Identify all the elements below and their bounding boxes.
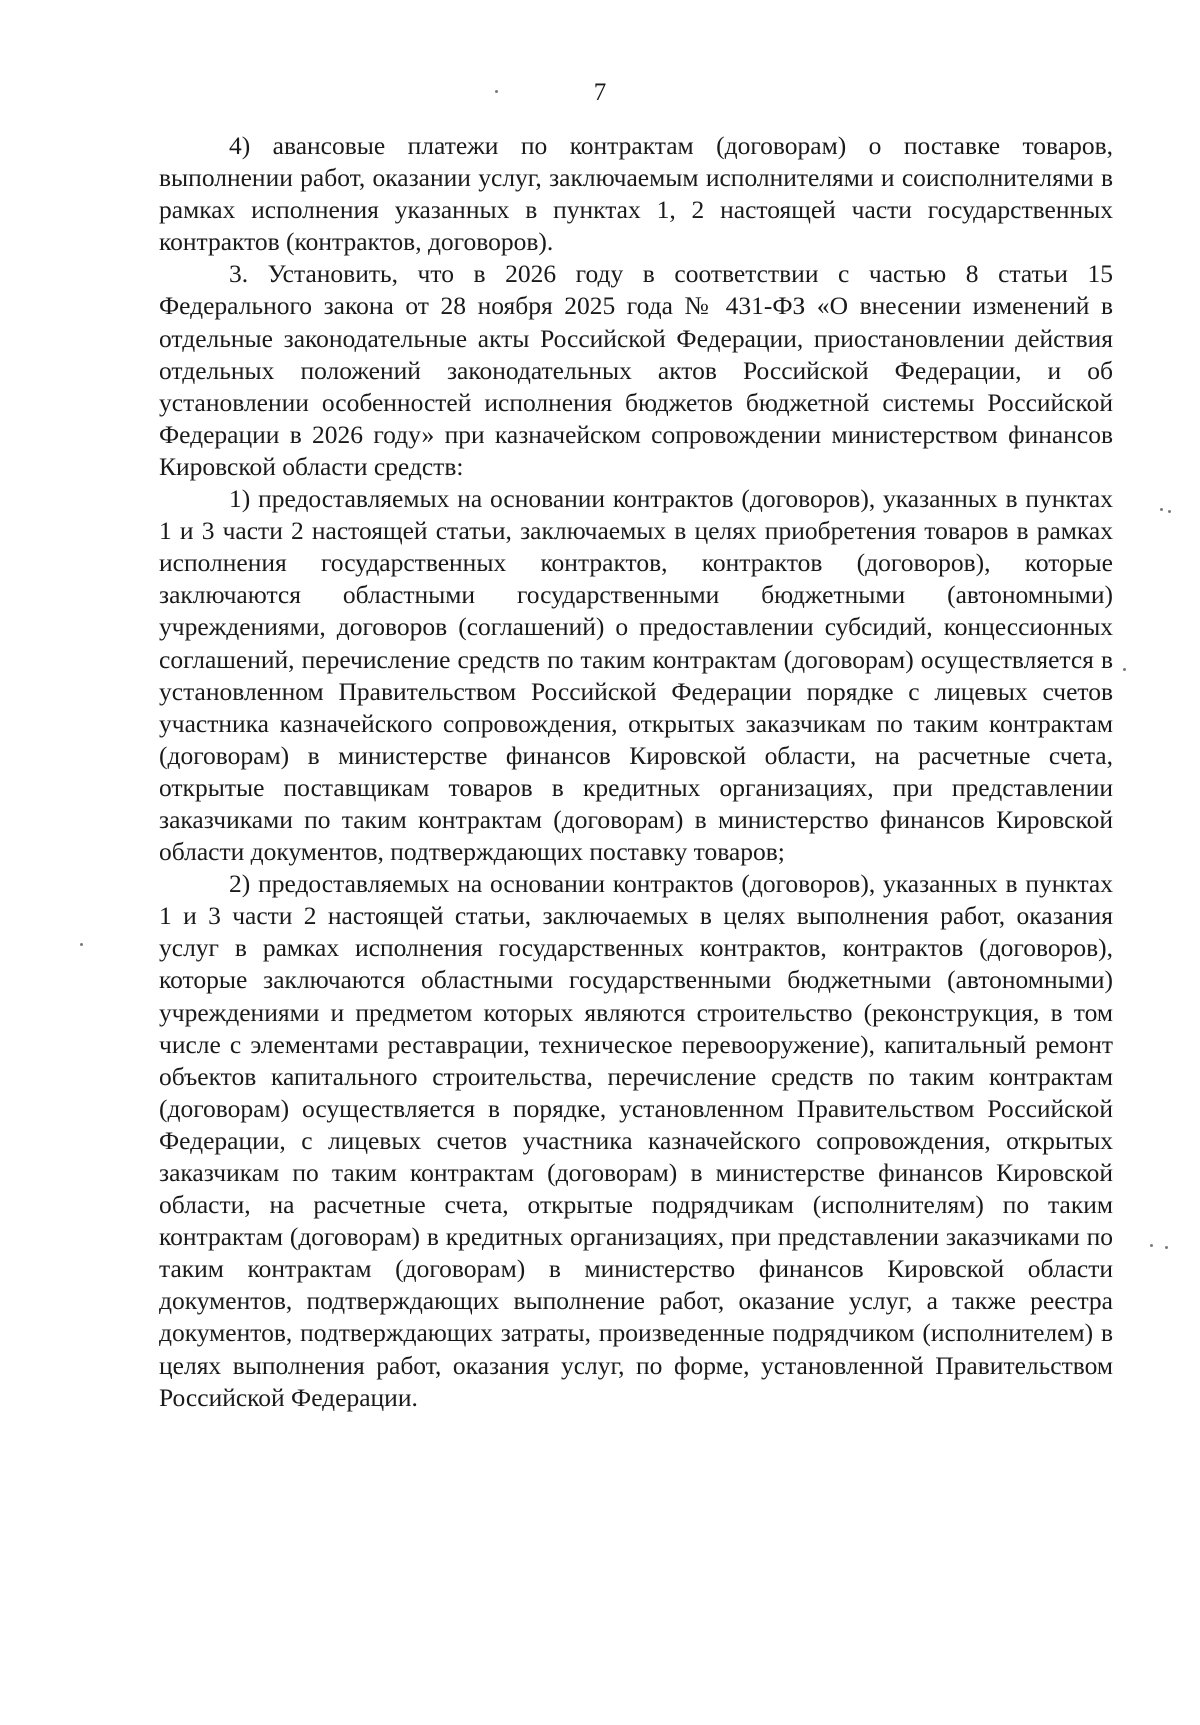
scan-speck	[495, 90, 498, 93]
scan-speck	[1168, 510, 1171, 513]
scan-speck	[1160, 508, 1163, 511]
scan-speck	[80, 943, 83, 946]
scan-speck	[1150, 1244, 1153, 1247]
page-number: 7	[593, 79, 607, 106]
paragraph-item-4: 4) авансовые платежи по контрактам (договорам) о поставке товаров, выполнении работ, оказании услуг, заключаемым исполнителями и соисполнителями в рамках исполнения указанных в пунктах 1, 2 настоящей части государственных контрактов (контрактов, договоров).	[159, 131, 1113, 257]
paragraph-section-3: 3. Установить, что в 2026 году в соответствии с частью 8 статьи 15 Федерального закона от 28 ноября 2025 года № 431-ФЗ «О внесении изменений в отдельные законодательные акты Российской Федерации, приостановлении действия отдельных положений законодательных актов Российской Федерации, и об установлении особенностей исполнения бюджетов бюджетной системы Российской Федерации в 2026 году» при казначейском сопровождении министерством финансов Кировской области средств:	[159, 259, 1113, 481]
document-body	[159, 130, 1113, 1414]
paragraph-item-1: 1) предоставляемых на основании контрактов (договоров), указанных в пунктах 1 и 3 части 2 настоящей статьи, заключаемых в целях приобретения товаров в рамках исполнения государственных контрактов, контрактов (договоров), которые заключаются областными государственными бюджетными (автономными) учреждениями, договоров (соглашений) о предоставлении субсидий, концессионных соглашений, перечисление средств по таким контрактам (договорам) осуществляется в установленном Правительством Российской Федерации порядке с лицевых счетов участника казначейского сопровождения, открытых заказчикам по таким контрактам (договорам) в министерстве финансов Кировской области, на расчетные счета, открытые поставщикам товаров в кредитных организациях, при представлении заказчиками по таким контрактам (договорам) в министерство финансов Кировской области документов, подтверждающих поставку товаров;	[159, 484, 1113, 867]
scan-speck	[1123, 668, 1126, 671]
paragraph-item-2: 2) предоставляемых на основании контрактов (договоров), указанных в пунктах 1 и 3 части 2 настоящей статьи, заключаемых в целях выполнения работ, оказания услуг в рамках исполнения государственных контрактов, контрактов (договоров), которые заключаются областными государственными бюджетными (автономными) учреждениями и предметом которых являются строительство (реконструкция, в том числе с элементами реставрации, техническое перевооружение), капитальный ремонт объектов капитального строительства, перечисление средств по таким контрактам (договорам) осуществляется в порядке, установленном Правительством Российской Федерации, с лицевых счетов участника казначейского сопровождения, открытых заказчикам по таким контрактам (договорам) в министерстве финансов Кировской области, на расчетные счета, открытые подрядчикам (исполнителям) по таким контрактам (договорам) в кредитных организациях, при представлении заказчиками по таким контрактам (договорам) в министерство финансов Кировской области документов, подтверждающих выполнение работ, оказание услуг, а также реестра документов, подтверждающих затраты, произведенные подрядчиком (исполнителем) в целях выполнения работ, оказания услуг, по форме, установленной Правительством Российской Федерации.	[159, 869, 1113, 1412]
scan-speck	[1165, 1246, 1168, 1249]
